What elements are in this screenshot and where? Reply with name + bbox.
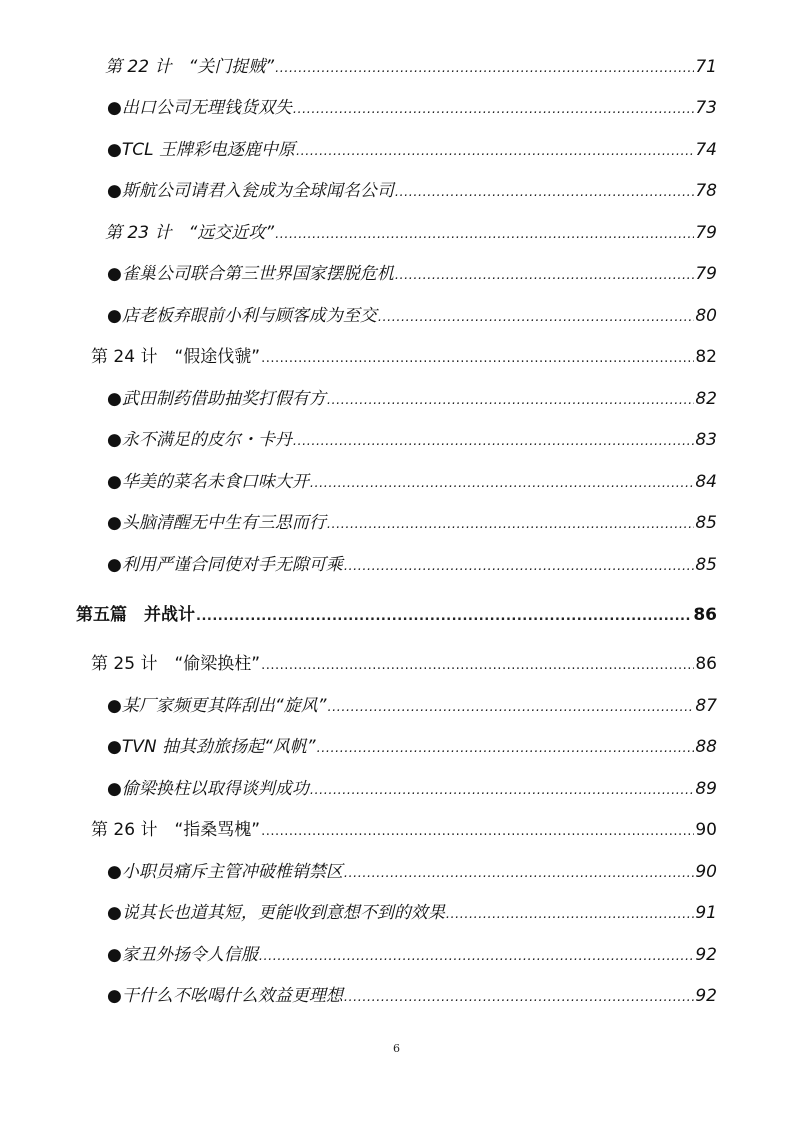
dot-leader bbox=[293, 431, 695, 453]
toc-entry-label: 第 22 计 “关门捉贼” bbox=[105, 57, 275, 77]
toc-entry-page: 85 bbox=[695, 513, 717, 533]
toc-entry-bullet[interactable] bbox=[107, 429, 717, 453]
toc-entry-page: 86 bbox=[695, 654, 717, 674]
toc-entry-bullet[interactable] bbox=[107, 778, 717, 802]
toc-entry-label: ●头脑清醒无中生有三思而行 bbox=[107, 513, 326, 533]
toc-entry-stratagem-22[interactable] bbox=[105, 56, 717, 80]
toc-entry-label: ●斯航公司请君入瓮成为全球闻名公司 bbox=[107, 181, 394, 201]
dot-leader bbox=[378, 307, 695, 329]
toc-entry-label: 第 26 计 “指桑骂槐” bbox=[91, 820, 261, 840]
toc-entry-page: 74 bbox=[695, 140, 717, 160]
toc-entry-part-5[interactable] bbox=[76, 604, 717, 628]
toc-entry-bullet[interactable] bbox=[107, 305, 717, 329]
toc-entry-page: 85 bbox=[695, 555, 717, 575]
toc-entry-bullet[interactable] bbox=[107, 554, 717, 578]
toc-entry-bullet[interactable] bbox=[107, 695, 717, 719]
dot-leader bbox=[275, 224, 694, 246]
toc-entry-label: ●武田制药借助抽奖打假有方 bbox=[107, 389, 326, 409]
toc-entry-page: 78 bbox=[695, 181, 717, 201]
toc-entry-label: 第 25 计 “偷梁换柱” bbox=[91, 654, 261, 674]
toc-entry-page: 82 bbox=[695, 347, 717, 367]
toc-entry-bullet[interactable] bbox=[107, 388, 717, 412]
toc-entry-bullet[interactable] bbox=[107, 902, 717, 926]
dot-leader bbox=[446, 904, 695, 926]
toc-entry-label: ●利用严谨合同使对手无隙可乘 bbox=[107, 555, 343, 575]
toc-entry-bullet[interactable] bbox=[107, 263, 717, 287]
toc-entry-bullet[interactable] bbox=[107, 139, 717, 163]
toc-entry-bullet[interactable] bbox=[107, 471, 717, 495]
dot-leader bbox=[310, 473, 695, 495]
toc-entry-page: 80 bbox=[695, 306, 717, 326]
toc-entry-page: 88 bbox=[695, 737, 717, 757]
toc-entry-bullet[interactable] bbox=[107, 180, 717, 204]
toc-entry-page: 91 bbox=[695, 903, 717, 923]
toc-entry-label: ●小职员痛斥主管冲破椎销禁区 bbox=[107, 862, 343, 882]
toc-entry-label: ●说其长也道其短，更能收到意想不到的效果 bbox=[107, 903, 445, 923]
toc-entry-page: 92 bbox=[695, 986, 717, 1006]
toc-entry-label: ●偷梁换柱以取得谈判成功 bbox=[107, 779, 309, 799]
toc-entry-stratagem-26[interactable] bbox=[91, 819, 717, 843]
dot-leader bbox=[296, 141, 694, 163]
toc-entry-stratagem-23[interactable] bbox=[105, 222, 717, 246]
toc-entry-label: ●TVN 抽其劲旅扬起“风帆” bbox=[107, 737, 316, 757]
toc-entry-page: 90 bbox=[695, 862, 717, 882]
toc-entry-bullet[interactable] bbox=[107, 861, 717, 885]
toc-entry-label: ●某厂家频更其阵刮出“旋风” bbox=[107, 696, 327, 716]
toc-entry-page: 79 bbox=[695, 223, 717, 243]
toc-entry-page: 71 bbox=[695, 57, 717, 77]
toc-entry-page: 92 bbox=[695, 945, 717, 965]
toc-entry-page: 79 bbox=[695, 264, 717, 284]
page-number: 6 bbox=[393, 1042, 400, 1055]
toc-entry-page: 87 bbox=[695, 696, 717, 716]
toc-entry-stratagem-25[interactable] bbox=[91, 653, 717, 677]
dot-leader bbox=[310, 780, 695, 802]
toc-entry-label: ●TCL 王牌彩电逐鹿中原 bbox=[107, 140, 295, 160]
dot-leader bbox=[327, 390, 695, 412]
dot-leader bbox=[196, 606, 692, 628]
toc-entry-label: 第 23 计 “远交近攻” bbox=[105, 223, 275, 243]
dot-leader bbox=[395, 265, 695, 287]
dot-leader bbox=[259, 946, 695, 968]
dot-leader bbox=[317, 738, 695, 760]
toc-entry-page: 83 bbox=[695, 430, 717, 450]
dot-leader bbox=[327, 514, 695, 536]
toc-entry-label: ●出口公司无理钱货双失 bbox=[107, 98, 292, 118]
toc-entry-page: 89 bbox=[695, 779, 717, 799]
toc-entry-page: 73 bbox=[695, 98, 717, 118]
dot-leader bbox=[275, 58, 694, 80]
dot-leader bbox=[293, 99, 695, 121]
dot-leader bbox=[261, 348, 694, 370]
toc-entry-stratagem-24[interactable] bbox=[91, 346, 717, 370]
toc-entry-page: 82 bbox=[695, 389, 717, 409]
toc-entry-page: 90 bbox=[695, 820, 717, 840]
dot-leader bbox=[327, 697, 694, 719]
toc-entry-bullet[interactable] bbox=[107, 944, 717, 968]
dot-leader bbox=[344, 863, 695, 885]
toc-entry-label: 第 24 计 “假途伐虢” bbox=[91, 347, 261, 367]
toc-entry-label: ●华美的菜名未食口味大开 bbox=[107, 472, 309, 492]
toc-entry-page: 86 bbox=[693, 605, 717, 625]
toc-entry-bullet[interactable] bbox=[107, 985, 717, 1009]
dot-leader bbox=[395, 182, 695, 204]
toc-entry-label: ●家丑外扬令人信服 bbox=[107, 945, 258, 965]
toc-entry-label: 第五篇 并战计 bbox=[76, 605, 195, 625]
toc-entry-label: ●干什么不吆喝什么效益更理想 bbox=[107, 986, 343, 1006]
dot-leader bbox=[344, 987, 695, 1009]
toc-entry-bullet[interactable] bbox=[107, 512, 717, 536]
toc-entry-label: ●店老板弃眼前小利与顾客成为至交 bbox=[107, 306, 377, 326]
dot-leader bbox=[344, 556, 695, 578]
toc-entry-bullet[interactable] bbox=[107, 736, 717, 760]
dot-leader bbox=[261, 821, 694, 843]
toc-entry-bullet[interactable] bbox=[107, 97, 717, 121]
toc-entry-page: 84 bbox=[695, 472, 717, 492]
toc-entry-label: ●雀巢公司联合第三世界国家摆脱危机 bbox=[107, 264, 394, 284]
dot-leader bbox=[261, 655, 694, 677]
toc-entry-label: ●永不满足的皮尔・卡丹 bbox=[107, 430, 292, 450]
